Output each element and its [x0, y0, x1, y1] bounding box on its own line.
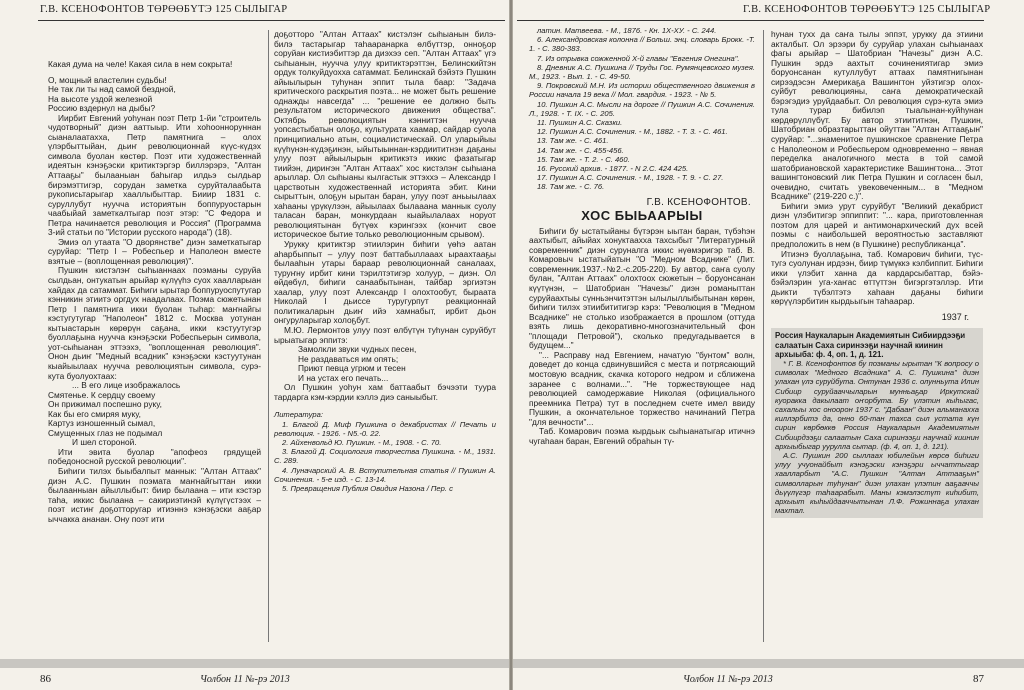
page-number-right: 87 — [973, 673, 984, 685]
literature-heading: Литература: — [274, 410, 323, 420]
left-page-column-1 — [48, 60, 261, 524]
reference-item: 5. Превращения Публия Овидия Назона / Пер. с — [282, 483, 453, 493]
editor-notes — [775, 359, 979, 515]
paragraph: Ити эвита буолар "апофеоз грядущей победоносной русской революции". — [48, 446, 261, 467]
paragraph: Биһиги бу ыстатыйаны бүтэрэн ыытан баран, түбэһэн аахтыбыт, айыйах хонуктааххa тахсыбыт "Литературный современник" диэн суруналга иккис нүөмэригэр таб. В. Комаровыч ыстатыйатын "О "Медном Всаднике" (Лит. современник.1937.-№2.-с.205-220). Бу автор, саҥа суолу булан, "Алтан Аттаах" олохтоох сюжетын – боруонсанан күүтүнэн, – Шатобриан "Начезы" диэн романыттан суруйаахтыы сүнньэнчитэттэн ылылыллыбытынан көрөн, биһиги тилэх этиибититигэр кэрэ: "Революция в "Медном Всаднике" не столько изображается в прошлом (оттуда взять лишь декоративно-многозначительный фон "площади Петровой"), сколько предугадывается в будущем..." — [529, 225, 755, 351]
column-divider — [763, 30, 764, 642]
reference-item: 3. Благой Д. Социология творчества Пушкина. - М., 1931. С. 289. — [274, 447, 496, 466]
paragraph: Итиэнэ буоллаҕына, таб. Комарович биһиги, түс-тугэ суолунан ирдээн, биир түмүккэ кэлбиппит. Биһиги икки үлэбит ханна да кардарсыбаттар, бэйэ-бэйэлэрин уга-хаҥас өттүттэн бигэргэтэллэр. Ити дьикти түбэлтэтэ хаһаан даҕаны биһиги көрүүлэрбитин кырдьыгын таһаарар. — [771, 248, 983, 307]
header-rule-left — [38, 20, 505, 21]
left-page-column-2 — [274, 30, 496, 493]
paragraph: Пушкин кистэлэҥ сыһыаннаах поэманы суруйа сылдьан, онтукатын арыйар күлүүһэ суох хаалларыан хайдах да сатаммат. Биһиги ырытар боппуруоспутугар кэнникин этиитэ оргдух наадалаах. Поэма сюжетынан Петр I памятнига икки буолан тыһар: маҥнайгы кэстугутугар "Наполеон" 1812 с. Москва уотунан кытыастарын көрөрүн саҕана, икки кэстуутугэр буоллаҕына нууччa кэнэҕэски Робеспьерын символа, уот-сыһыанан эттээхэ, "воплощенная революция". Онон дьиҥ "Медный всадник" кэнэҕэски кэстуутунан кыайыылаах нууччa революциятын символа, сурэ-кута буолуохтаах: — [48, 265, 261, 381]
editor-note: * Г. В. Ксенофонтов бу поэманы ырытан "К вопросу о символах "Медного Всадника" А. С. Пушкина" диэн улахан үлэ суруйбута. Онтунан 1936 с. олунньута Илин Сибиир суруйааччыларын мунньаҕар Иркутскай куоракка дакылаат оҥорбута. Бу үлэтин кыһыгас, сахалыы хос оноорон 1937 с. "Дабаан" диэн альманаххa киллэрбитэ да, онно 60-тан тахса сыл устата күн сирин көрбөккө Россия Наукаларын Академиятын Сибиирдээҕи салаатын Саха сиринээҕи научнай киинин архыыбыгар уурулла сытар. (ф. 4, оп. 1, д. 121). — [775, 359, 979, 451]
reference-item: 2. Айхенвольд Ю. Пушкин. - М., 1908. - С. 70. — [282, 437, 442, 447]
poem-line: ... В его лице изображалось — [72, 380, 181, 391]
reference-item: 6. Александровская колонна // Больш. энц. словарь Брокк. -Т. 1. - С. 380-383. — [529, 35, 755, 54]
archive-note-box — [771, 328, 983, 518]
section-title: ХОС БЫЬААРЫЫ — [581, 208, 703, 224]
date-line: 1937 г. — [941, 311, 969, 322]
reference-item: 15. Там же. - Т. 2. - С. 460. — [537, 154, 630, 164]
right-page-column-1 — [529, 26, 755, 446]
reference-item: 17. Пушкин А.С. Сочинения. - М., 1928. - Т. 9. - С. 27. — [537, 173, 724, 183]
poem-line: О, мощный властелин судьбы! — [48, 74, 167, 85]
poem-line: И шел стороной. — [72, 437, 137, 448]
right-page — [513, 0, 1024, 690]
poem-line: Он прижимал поспешно руку, — [48, 399, 162, 410]
poem-line: И на устах его печать... — [298, 372, 389, 383]
paragraph: доҕотторо "Алтан Аттаах" кистэлэҥ сыһыанын билэ-билэ тастарыгар таһааранарка өлбүттэр, онноҕор соруйан кистиэбиттэр да диэхээ сеп. "Алтан Аттаах" үгэ сыһыанын, нууччa улуу критиктэрэттэн, Белинскийтэн ордук толкуйдуохха сатаммат. Белинскай бэйэтэ Пушкин айыылырын туһунан эппит тыла баар: "Задача критического раскрытия поэта... не может быть решение однажды навсегда" ... "решение ее должно быть результатом исторического движения общества". Октябрь революциятын кэнниттэн нуучча уопсастыбатын олоҕо, культурата хаамар, сайдар суола принципиально атын, социалистическай. Ол уларыйыы күүһүнэн-күдэҕинэн, ыйытыыннан-кэрдиититнэн даҕаны улуу поэт айыылырын критикэтэ иккис фазатыгар тиийэн, дириҥэн "Алтан Аттаах" хос кистэлэҥ сыһыана арыллар. Ол сыһыаны кылгастык эттэххэ – Александр I царствотын художественнай историята эбит. Кини сырыттын, олоҕун ырытан баран, улуу поэт аньыылаах хаһааны үрүкүлээн, айыылаах былааана маннык суолу таласан баран, монкурдаан кыайылалаах норуот революциятынан бүтүөх кэрингээх (кончит свое историческое бытие только революционным срывом). — [274, 29, 496, 240]
paragraph: Эмиэ ол утаата "О дворянстве" диэн заметкатыгар суруйар: "Петр I – Робеспьер и Наполеон вместе взятые – (воплощенная революция)". — [48, 236, 261, 266]
poem-line: Приют певца угрюм и тесен — [298, 363, 406, 374]
poem-line: Смущенных глаз не подымал — [48, 427, 163, 438]
reference-item: 9. Покровский М.Н. Из истории общественного движения в России начала 19 века // Мол. гвардия. - 1923. - № 5. — [529, 81, 755, 100]
right-page-column-2 — [771, 30, 983, 518]
archive-source: Россия Наукаларын Академиятын Сибиирдээҕи салаатын Саха сиринээҕи научнай киинин архыыба: ф. 4, оп. 1, д. 121. — [775, 331, 966, 359]
reference-item: 8. Дневник А.С. Пушкина // Труды Гос. Румянцевского музея. М., 1923. - Вып. 1. - С. 49-50. — [529, 62, 755, 82]
paragraph: Ол Пушкин уоһун хам баттаабыт бэчээти туура тардарга кэм-кэрдии кэллэ диэ саныыбыт. — [274, 382, 496, 402]
left-page — [0, 0, 509, 690]
poem-epigraph: Какая дума на челе! Какая сила в нем сокрыта! — [48, 59, 233, 69]
footer-band — [513, 659, 1024, 668]
reference-item: 13. Там же. - С. 461. — [537, 136, 609, 146]
page-number-left: 86 — [40, 673, 51, 685]
poem-line: Россию вздернул на дыбы? — [48, 103, 156, 114]
reference-item: 18. Там же. - С. 76. — [537, 182, 605, 192]
reference-item: 16. Русский архив. - 1877. - N 2.С. 424 425. — [537, 164, 689, 174]
paragraph: Биһиги эмиэ урут суруйбут "Великий декабрист диэн үлэбитигэр эппиппит: "... кара, приготовленная поэтом для царей и антимонархический дух всей поэмы с наибольшей вероятностью заставляют предположить в нем (в Пушкине) республиканца". — [771, 200, 983, 250]
editor-note: А.С. Пушкин 200 сыллаах юбилейын көрсө биһиги улуу учуонайбыт кэнэҕэски кэнэҕэри ыччаттыгар хаалларбыт "А.С. Пушкин "Алтан Аттааҕын" символларын туһунан" диэн улахан үлэтин ааҕааччы дьүүлүгэр таһаарабыт. Маны кэмэлэстүт киһибит, архыыт кыһыйдааччытынан Л.Ф. Рожиннаҕа улахан махтал. — [775, 451, 979, 516]
paragraph: Таб. Комарович поэма кырдьык сыһыанатыгар итичнэ чугаһаан баран, Евгений обраһын тү- — [529, 426, 755, 446]
paragraph: Уруккy критиктэр этиилэрин биһиги үөһэ аатан аһарбыппыт – улуу поэт баттабыллааах ыраахтааҕы былааһын утары бараар революционнай саналаах, туруҥну ирбит кини тэрилтэтигэр холуур, – диэн. Ол өйдөбүл, биһиги санаабытынан, тайбар эргиэтэн хаалар, улуу поэт Александр I олохтообут, быраата Николай I дьиссе туругурпут реакционнай политикаларын дьиҥ ийэ хамнабыт, ирбит дьон онгуруларыгар холоҕбут. — [274, 239, 496, 326]
reference-item: 12. Пушкин А.С. Сочинения. - М., 1882. - Т. 3. - С. 461. — [537, 127, 728, 137]
reference-item: 11. Пушкин А.С. Сказки. — [537, 118, 623, 128]
paragraph: Иирбит Евгений уоһунан поэт Петр 1-йи "строитель чудотворный" диэн ааттыыр. Ити хоһоонноруннан сыаналаатахха, Петр памятнига – олох үлэрбыттыйан, дьиҥ революционнай күүс-күдэх символа буолан көстөр. Поэт ити художественнай идеятын кэнэҕэски критиктэргэр биллэрэрэ, "Алтан Аттааҕы" былааныан баһыгар илдьэ сылдьар бирэмэттигэр, сорудан заметка суруйталаабыта рукописьтарыгар хааллыбыттар. Бииир 1831 с. суруллубут нууччa историятын боппуруостарын чаабыйай заметкалтыгар поэт этэр: "С Федора и Петра начинается революция и Россия" (Программа 3-ий статьи по "Истории русского народа") (18). — [48, 112, 261, 238]
journal-footer-right: Чолбон 11 №-рэ 2013 — [683, 674, 773, 685]
journal-footer-left: Чолбон 11 №-рэ 2013 — [200, 674, 290, 685]
reference-item: 1. Благой Д. Миф Пушкина о декабристах // Печать и революция. - 1926. - N5.-0. 22. — [274, 419, 496, 438]
literature-list-continued — [529, 26, 755, 192]
poem-line: На высоте уздой железной — [48, 93, 153, 104]
reference-item: 14. Там же. - С. 455-456. — [537, 145, 624, 155]
literature-list — [274, 410, 496, 493]
poem-line: Не так ли ты над самой бездной, — [48, 84, 176, 95]
running-header-left: Г.В. КСЕНОФОНТОВ ТӨРӨӨБҮТЭ 125 СЫЛЫГАР — [40, 4, 288, 15]
reference-item: 4. Луначарский А. В. Вступительная статья // Пушкин А. Сочинения. - 5-е изд. - С. 13-14. — [274, 465, 496, 484]
poem-line: Смятенье. К сердцу своему — [48, 389, 156, 400]
poem-line: Как бы его смиряя муку, — [48, 408, 141, 419]
footer-band — [0, 659, 509, 668]
poem-line: Замолкли звуки чудных песен, — [298, 344, 417, 355]
running-header-right: Г.В. КСЕНОФОНТОВ ТӨРӨӨБҮТЭ 125 СЫЛЫГАР — [743, 4, 991, 15]
paragraph: М.Ю. Лермонтов улуу поэт өлбүтүн туһунан суруйбут ырыатыгар эппитэ: — [274, 324, 496, 345]
reference-item: 7. Из отрывка сожженной Х-й главы "Евгения Онегина". — [537, 53, 740, 63]
reference-item: латин. Матвеева. - М., 1876. - Кн. 1Х-ХУ. - С. 244. — [537, 26, 717, 35]
header-rule-right — [517, 20, 984, 21]
poem-line: Не раздаваться им опять; — [298, 353, 399, 364]
reference-item: 10. Пушкин А.С. Мысли на дороге // Пушкин А.С. Сочинения. Л., 1928. - Т. IX. - С. 205. — [529, 99, 755, 118]
paragraph: һунан тухх да саҥа тылы эппэт, урукку да этиини акталбыт. Ол эрээри бу суруйар улахан сыһыанаах фагы арыйар – Шатобриан "Начезы" диэн А.С. Пушкин эрдэ аахтыт сочинениятигар эмиэ боруонсанан кутуллубут аттаах памятнигынан сирээдэсэн Америкаҕа Вашингтон уйэтигэр олох-суйбут революцияны, саҥа демократическай бэрэгэдиэ уруйдаабыт. Ол революция сүрэ-кута эмиэ тула турар бибилэп тыалынан-куйһунан көрдөрүллүбүт. Бу автор этиититнэн, Пушкин, Шатобриан образтарыттан ойуттан "Алтан Аттааҕын" суруйар: "...знаменитое пушкинское сравнение Петра с Наполеоном и Робеспьером одновременно – явная переделка аналогичного места в той самой шатобриановской характеристике Вашингтона... Этот вашингтоновский лик Петра Пушкин и согласен был, очевидно, считать увековеченным... в "Медном Всаднике" (219-220 с.)". — [771, 29, 983, 202]
author-signature: Г.В. КСЕНОФОНТОВ. — [646, 196, 751, 208]
poem-line: Картуз изношенный сымал, — [48, 418, 156, 429]
paragraph: Биһиги тилэх быыбалпыт маннык: "Алтан Аттаах" диэн А.С. Пушкин поэмата маҥнайгыттан икки былаанныан айыллыбыт: биир былаана – ити кэстэр таһа, иккис былаана – сакириэтинэй күлүгүстээх – поэт истиҥ доҕотторугар итиэннэ кэнэҕэски ааҕар ыччакка ананан. Ону поэт ити — [48, 465, 261, 524]
paragraph: "... Расправу над Евгением, начатую "бунтом" волн, доведет до конца сдвинувшийся с места и потрясающий мостовую всадник, скачка которого недром и сближена заранее с волнами...". "Не торжествующее над революцией самодержавие Николая (официального преемника Петра) тут в последнем счете имел ввиду Пушкин, а окончательное торжество начинаний Петра "для вечности"... — [529, 349, 755, 427]
column-divider — [268, 30, 269, 642]
